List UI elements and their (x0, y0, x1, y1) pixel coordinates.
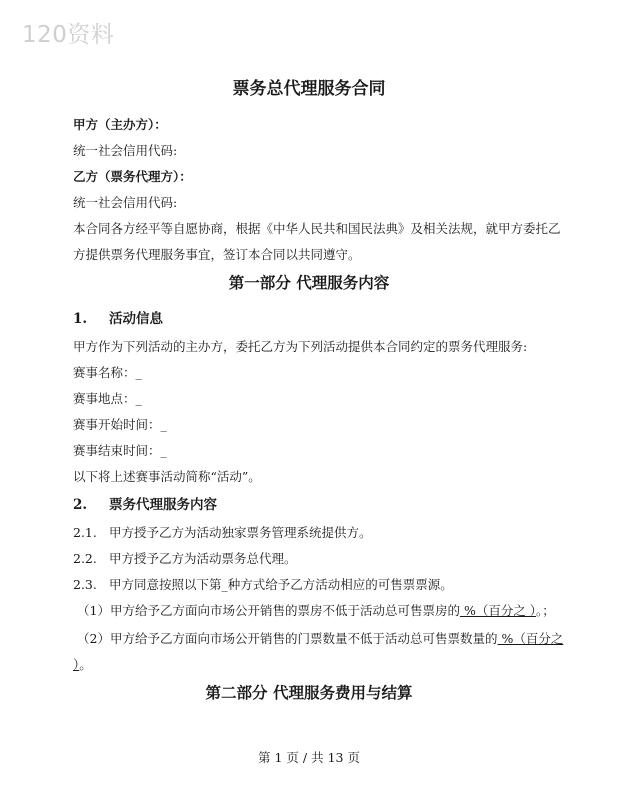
item-1 (77, 601, 555, 619)
event-place: 赛事地点：_ (73, 391, 142, 406)
item-1-blank: %（百分之 ） (459, 603, 537, 618)
clause-2-2-text: 甲方授予乙方为活动票务总代理。 (109, 551, 297, 566)
item-2-continuation (73, 655, 92, 673)
item-2-prefix: （2）甲方给予乙方面向市场公开销售的门票数量不低于活动总可售票数量的 (77, 631, 498, 646)
part-1-heading: 第一部分 代理服务内容 (228, 273, 390, 292)
event-reference-note: 以下将上述赛事活动简称“活动”。 (73, 469, 261, 484)
section-1-text: 甲方作为下列活动的主办方，委托乙方为下列活动提供本合同约定的票务代理服务: (73, 339, 528, 354)
section-2-title: 票务代理服务内容 (109, 497, 217, 513)
section-1-heading (73, 307, 163, 327)
party-a-credit-code: 统一社会信用代码: (73, 143, 178, 158)
item-1-suffix: 。； (536, 603, 555, 618)
item-2-suffix: 。 (79, 657, 92, 672)
event-end-time: 赛事结束时间：_ (73, 443, 167, 458)
intro-paragraph-line-2: 方提供票务代理服务事宜，签订本合同以共同遵守。 (73, 247, 361, 262)
clause-2-1-number: 2.1. (73, 525, 97, 540)
item-2-blank-end: ） (73, 657, 80, 672)
document-title: 票务总代理服务合同 (232, 79, 386, 99)
watermark-logo: 120资料 (22, 22, 115, 48)
item-1-prefix: （1）甲方给予乙方面向市场公开销售的票房不低于活动总可售票房的 (77, 603, 460, 618)
clause-2-2 (73, 549, 297, 567)
section-2-number: 2. (73, 497, 88, 513)
party-b-label: 乙方（票务代理方）： (73, 169, 192, 184)
part-2-heading: 第二部分 代理服务费用与结算 (205, 683, 413, 702)
item-2 (77, 629, 563, 647)
party-b-credit-code: 统一社会信用代码: (73, 195, 178, 210)
party-a-label: 甲方（主办方）： (73, 117, 167, 132)
item-2-blank: %（百分之 (497, 631, 564, 646)
section-1-number: 1. (73, 311, 88, 327)
event-start-time: 赛事开始时间：_ (73, 417, 167, 432)
clause-2-1-text: 甲方授予乙方为活动独家票务管理系统提供方。 (109, 525, 372, 540)
intro-paragraph-line-1: 本合同各方经平等自愿协商，根据《中华人民共和国民法典》及相关法规，就甲方委托乙 (73, 221, 561, 236)
clause-2-3-text: 甲方同意按照以下第_种方式给予乙方活动相应的可售票票源。 (109, 577, 453, 592)
clause-2-3 (73, 575, 453, 593)
section-1-title: 活动信息 (109, 311, 163, 327)
event-name: 赛事名称：_ (73, 365, 142, 380)
page-footer: 第 1 页 / 共 13 页 (258, 750, 360, 765)
clause-2-2-number: 2.2. (73, 551, 97, 566)
clause-2-1 (73, 523, 372, 541)
section-2-heading (73, 493, 217, 513)
clause-2-3-number: 2.3. (73, 577, 97, 592)
